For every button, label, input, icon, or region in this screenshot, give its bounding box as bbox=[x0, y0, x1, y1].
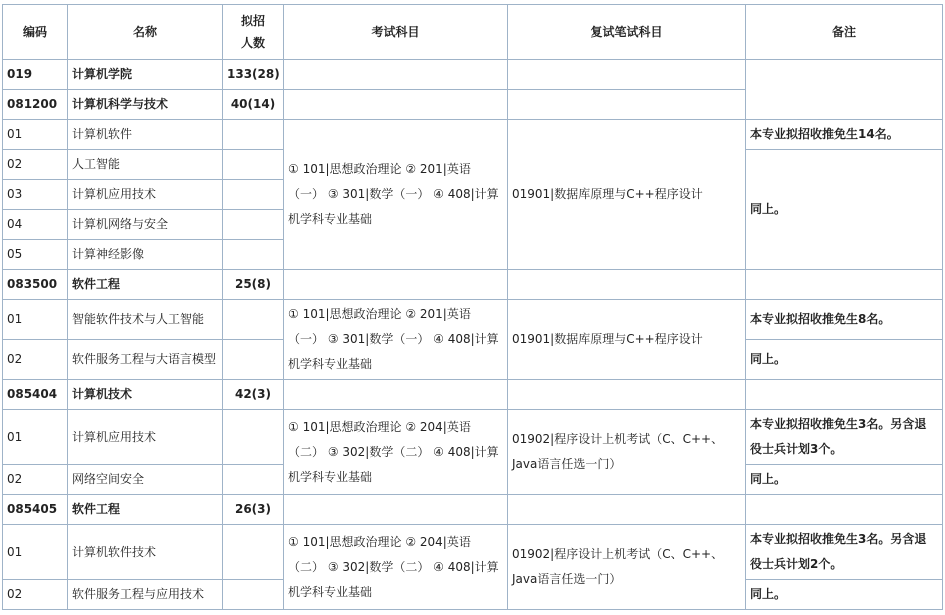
direction-name: 计算机软件技术 bbox=[68, 525, 223, 580]
table-row bbox=[3, 380, 943, 410]
note: 同上。 bbox=[746, 150, 943, 270]
note: 同上。 bbox=[746, 580, 943, 610]
direction-code: 02 bbox=[3, 150, 68, 180]
direction-code: 02 bbox=[3, 340, 68, 380]
header-retest: 复试笔试科目 bbox=[508, 5, 746, 60]
retest-subjects: 01902|程序设计上机考试（C、C++、Java语言任选一门） bbox=[508, 410, 746, 495]
header-row bbox=[3, 5, 943, 60]
direction-name: 智能软件技术与人工智能 bbox=[68, 300, 223, 340]
table-row bbox=[3, 410, 943, 465]
major-quota: 42(3) bbox=[223, 380, 284, 410]
direction-code: 04 bbox=[3, 210, 68, 240]
table-row bbox=[3, 120, 943, 150]
major-quota: 26(3) bbox=[223, 495, 284, 525]
header-name: 名称 bbox=[68, 5, 223, 60]
major-quota: 25(8) bbox=[223, 270, 284, 300]
college-quota: 133(28) bbox=[223, 60, 284, 90]
note: 同上。 bbox=[746, 340, 943, 380]
exam-subjects: ① 101|思想政治理论 ② 204|英语（二） ③ 302|数学（二） ④ 408|计算机学科专业基础 bbox=[284, 410, 508, 495]
note: 本专业拟招收推免生3名。另含退役士兵计划3个。 bbox=[746, 410, 943, 465]
retest-subjects: 01901|数据库原理与C++程序设计 bbox=[508, 300, 746, 380]
exam-subjects: ① 101|思想政治理论 ② 204|英语（二） ③ 302|数学（二） ④ 408|计算机学科专业基础 bbox=[284, 525, 508, 610]
direction-code: 01 bbox=[3, 300, 68, 340]
college-code: 019 bbox=[3, 60, 68, 90]
major-name: 软件工程 bbox=[68, 270, 223, 300]
enrollment-table bbox=[2, 4, 943, 610]
major-name: 计算机技术 bbox=[68, 380, 223, 410]
direction-code: 01 bbox=[3, 410, 68, 465]
retest-subjects: 01902|程序设计上机考试（C、C++、Java语言任选一门） bbox=[508, 525, 746, 610]
table-row bbox=[3, 300, 943, 340]
table-row bbox=[3, 495, 943, 525]
direction-name: 计算机应用技术 bbox=[68, 180, 223, 210]
major-name: 软件工程 bbox=[68, 495, 223, 525]
table-row bbox=[3, 270, 943, 300]
major-code: 081200 bbox=[3, 90, 68, 120]
direction-code: 03 bbox=[3, 180, 68, 210]
direction-code: 01 bbox=[3, 120, 68, 150]
direction-name: 软件服务工程与大语言模型 bbox=[68, 340, 223, 380]
direction-code: 01 bbox=[3, 525, 68, 580]
header-exam: 考试科目 bbox=[284, 5, 508, 60]
direction-name: 计算神经影像 bbox=[68, 240, 223, 270]
table-row bbox=[3, 60, 943, 90]
major-code: 083500 bbox=[3, 270, 68, 300]
note: 本专业拟招收推免生3名。另含退役士兵计划2个。 bbox=[746, 525, 943, 580]
direction-name: 网络空间安全 bbox=[68, 465, 223, 495]
header-note: 备注 bbox=[746, 5, 943, 60]
direction-name: 软件服务工程与应用技术 bbox=[68, 580, 223, 610]
note: 本专业拟招收推免生8名。 bbox=[746, 300, 943, 340]
note: 同上。 bbox=[746, 465, 943, 495]
header-quota: 拟招 人数 bbox=[223, 5, 284, 60]
major-code: 085405 bbox=[3, 495, 68, 525]
major-code: 085404 bbox=[3, 380, 68, 410]
exam-subjects: ① 101|思想政治理论 ② 201|英语（一） ③ 301|数学（一） ④ 408|计算机学科专业基础 bbox=[284, 300, 508, 380]
direction-code: 02 bbox=[3, 580, 68, 610]
note: 本专业拟招收推免生14名。 bbox=[746, 120, 943, 150]
direction-name: 计算机应用技术 bbox=[68, 410, 223, 465]
major-quota: 40(14) bbox=[223, 90, 284, 120]
retest-subjects: 01901|数据库原理与C++程序设计 bbox=[508, 120, 746, 270]
direction-code: 02 bbox=[3, 465, 68, 495]
direction-code: 05 bbox=[3, 240, 68, 270]
table-row bbox=[3, 525, 943, 580]
exam-subjects: ① 101|思想政治理论 ② 201|英语（一） ③ 301|数学（一） ④ 408|计算机学科专业基础 bbox=[284, 120, 508, 270]
direction-name: 计算机软件 bbox=[68, 120, 223, 150]
direction-name: 人工智能 bbox=[68, 150, 223, 180]
header-code: 编码 bbox=[3, 5, 68, 60]
direction-name: 计算机网络与安全 bbox=[68, 210, 223, 240]
college-name: 计算机学院 bbox=[68, 60, 223, 90]
major-name: 计算机科学与技术 bbox=[68, 90, 223, 120]
